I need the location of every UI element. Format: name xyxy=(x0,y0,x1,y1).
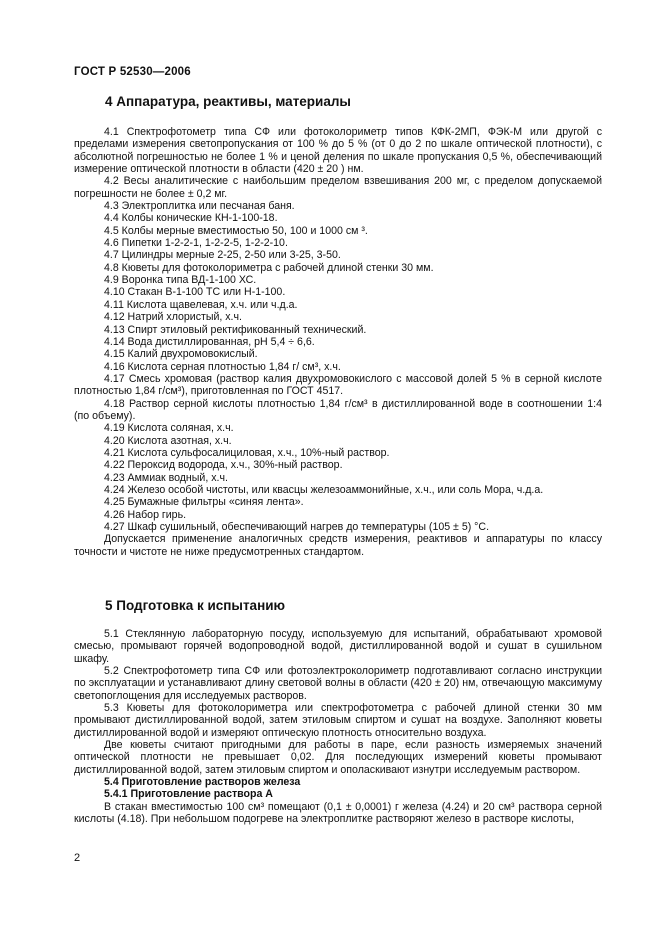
list-item: 4.21 Кислота сульфосалициловая, х.ч., 10%-ный раствор. xyxy=(104,446,390,459)
list-item: 4.7 Цилиндры мерные 2-25, 2-50 или 3-25, 3-50. xyxy=(104,249,341,262)
list-item: 4.20 Кислота азотная, х.ч. xyxy=(104,434,232,447)
list-item: 4.5 Колбы мерные вместимостью 50, 100 и 1000 см ³. xyxy=(104,224,368,237)
list-item: 4.13 Спирт этиловый ректификованный технический. xyxy=(104,323,367,336)
paragraph: 5.3 Кюветы для фотоколориметра или спектрофотометра с рабочей длиной стенки 30 мм промывают дистиллированной водой, затем этиловым спиртом и сушат на воздухе. Заполняют кюветы дистиллированной водой и измеряют оптическую плотность относительно воздуха. xyxy=(74,702,602,739)
page-number: 2 xyxy=(74,852,81,864)
list-item: 4.24 Железо особой чистоты, или квасцы железоаммонийные, х.ч., или соль Мора, ч.д.а. xyxy=(104,483,544,496)
list-item: 4.18 Раствор серной кислоты плотностью 1,84 г/см³ в дистиллированной воде в соотношении 1:4 (по объему). xyxy=(74,397,602,422)
list-item: 4.14 Вода дистиллированная, pH 5,4 ÷ 6,6. xyxy=(104,335,315,348)
list-item: 4.27 Шкаф сушильный, обеспечивающий нагрев до температуры (105 ± 5) °С. xyxy=(104,521,490,533)
paragraph: 5.2 Спектрофотометр типа СФ или фотоэлектроколориметр подготавливают согласно инструкции по эксплуатации и устанавливают длину световой волны в области (420 ± 20) нм, отвечающую максимуму светопоглощения для исследуемых растворов. xyxy=(74,665,602,702)
list-item: 4.16 Кислота серная плотностью 1,84 г/ см³, х.ч. xyxy=(104,360,341,373)
section-5-heading: 5 Подготовка к испытанию xyxy=(105,598,286,613)
list-item: 4.26 Набор гирь. xyxy=(104,508,187,521)
list-item: 4.15 Калий двухромовокислый. xyxy=(104,348,258,361)
list-item: 4.23 Аммиак водный, х.ч. xyxy=(104,471,228,484)
list-item: 4.1 Спектрофотометр типа СФ или фотоколориметр типов КФК-2МП, ФЭК-М или другой с пределами измерения светопропускания от 100 % до 5 % (от 0 до 2 по шкале оптической плотности), с абсолютной погрешностью не более 1 % и ценой деления по шкале пропускания 0,5 %, обеспечивающий измерение оптической плотности в области (420 ± 20 ) нм. xyxy=(74,126,602,176)
list-item: 4.4 Колбы конические КН-1-100-18. xyxy=(104,212,278,225)
subsection-heading: 5.4.1 Приготовление раствора А xyxy=(104,788,273,801)
list-item: 4.25 Бумажные фильтры «синяя лента». xyxy=(104,496,304,509)
section-5-body xyxy=(74,628,602,826)
section-4-body xyxy=(74,126,602,558)
section-4-heading: 4 Аппаратура, реактивы, материалы xyxy=(105,94,351,109)
paragraph: Две кюветы считают пригодными для работы в паре, если разность измеряемых значений оптической плотности не превышает 0,02. Для последующих измерений кюветы промывают дистиллированной водой, затем этиловым спиртом и ополаскивают изнутри исследуемым раствором. xyxy=(74,739,602,776)
list-item: 4.2 Весы аналитические с наибольшим пределом взвешивания 200 мг, с пределом допускаемой погрешности не более ± 0,2 мг. xyxy=(74,175,602,200)
list-item: 4.10 Стакан В-1-100 ТС или Н-1-100. xyxy=(104,286,286,299)
list-item: 4.6 Пипетки 1-2-2-1, 1-2-2-5, 1-2-2-10. xyxy=(104,237,288,250)
list-item: 4.19 Кислота соляная, х.ч. xyxy=(104,422,234,435)
list-item: 4.11 Кислота щавелевая, х.ч. или ч.д.а. xyxy=(104,298,298,311)
list-item: 4.12 Натрий хлористый, х.ч. xyxy=(104,311,242,324)
standard-header: ГОСТ Р 52530—2006 xyxy=(74,66,191,78)
list-item: 4.22 Пероксид водорода, х.ч., 30%-ный раствор. xyxy=(104,459,343,472)
section-4-note: Допускается применение аналогичных средств измерения, реактивов и аппаратуры по классу точности и чистоте не ниже предусмотренных стандартом. xyxy=(74,533,602,558)
paragraph: 5.1 Стеклянную лабораторную посуду, используемую для испытаний, обрабатывают хромовой смесью, промывают горячей водопроводной водой, дистиллированной водой и сушат в сушильном шкафу. xyxy=(74,628,602,665)
list-item: 4.17 Смесь хромовая (раствор калия двухромовокислого с массовой долей 5 % в серной кислоте плотностью 1,84 г/см³), приготовленная по ГОСТ 4517. xyxy=(74,372,602,398)
list-item: 4.8 Кюветы для фотоколориметра с рабочей длиной стенки 30 мм. xyxy=(104,261,434,274)
subsection-heading: 5.4 Приготовление растворов железа xyxy=(104,776,301,789)
list-item: 4.3 Электроплитка или песчаная баня. xyxy=(104,200,295,213)
list-item: 4.9 Воронка типа ВД-1-100 ХС. xyxy=(104,274,257,287)
paragraph: В стакан вместимостью 100 см³ помещают (0,1 ± 0,0001) г железа (4.24) и 20 см³ раствора серной кислоты (4.18). При небольшом подогреве на электроплитке растворяют железо в растворе кислоты, xyxy=(74,800,602,826)
